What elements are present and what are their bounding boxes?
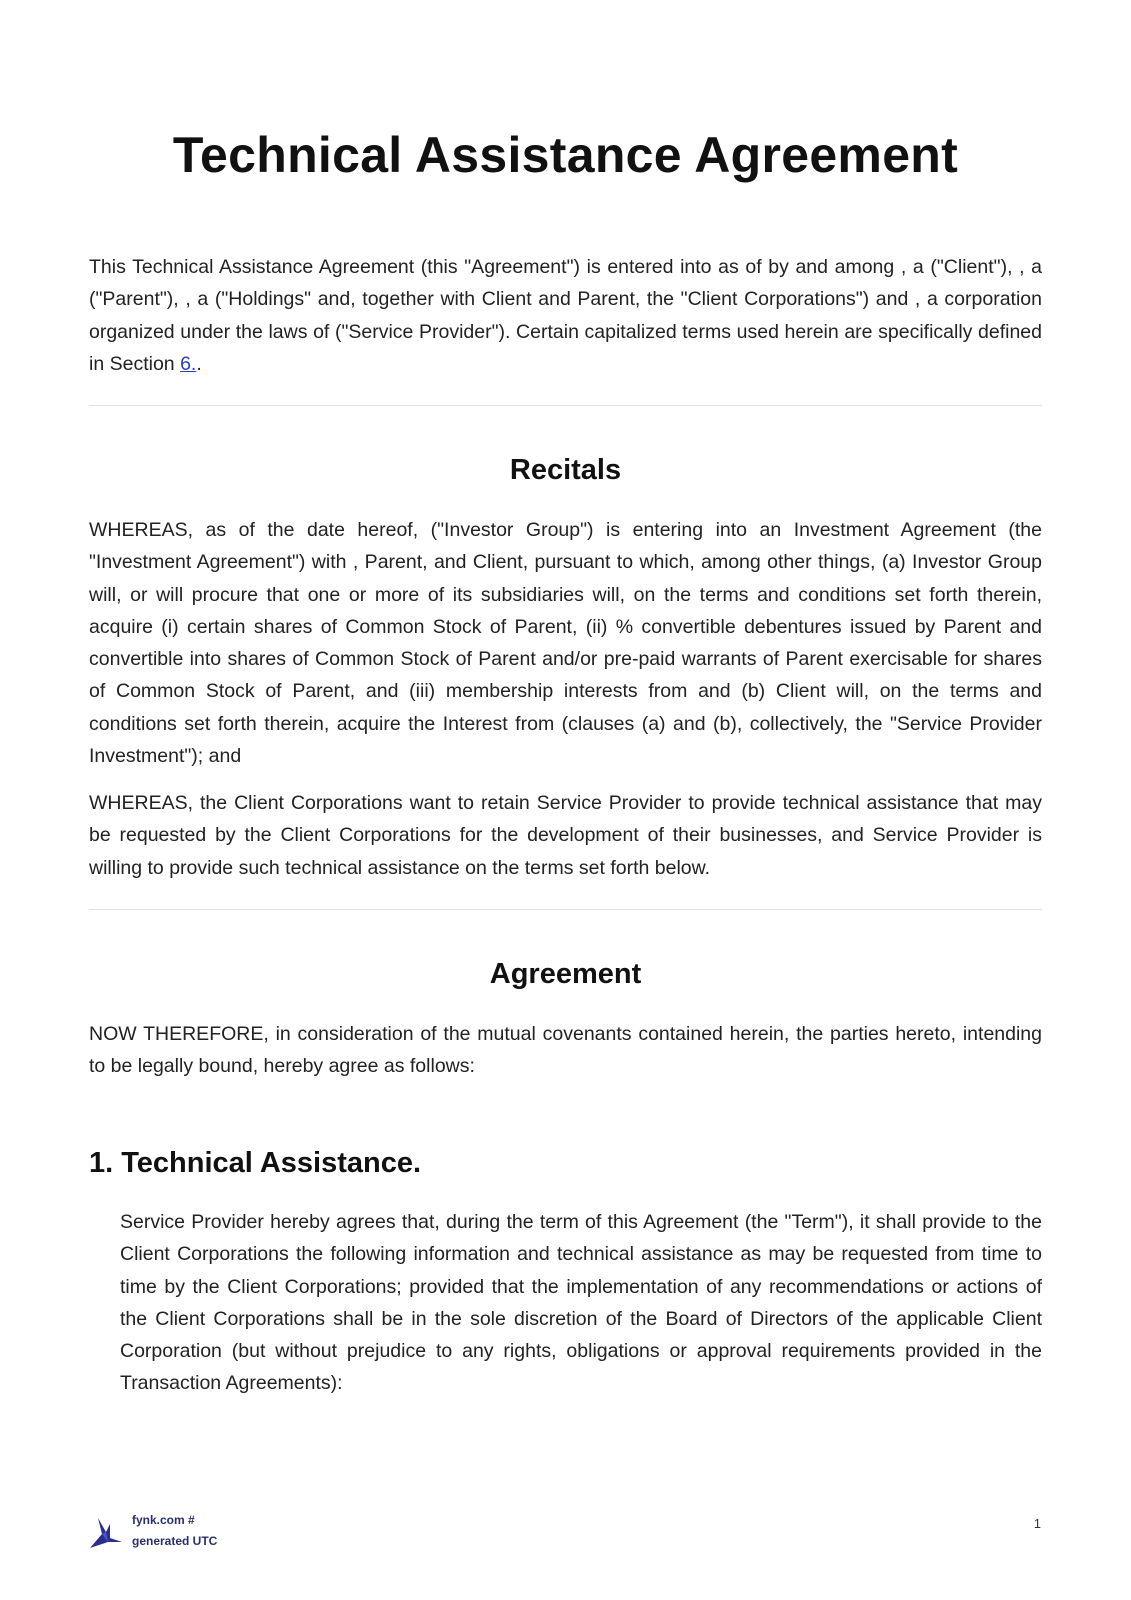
recital-paragraph: WHEREAS, as of the date hereof, ("Investor Group") is entering into an Investment Agreement (the "Investment Agreement") with , Parent, and Client, pursuant to which, among other things, (a) Investor Group will, or will procure that one or more of its subsidiaries will, on the terms and conditions set forth therein, acquire (i) certain shares of Common Stock of Parent, (ii) % convertible debentures issued by Parent and convertible into shares of Common Stock of Parent and/or pre-paid warrants of Parent exercisable for shares of Common Stock of Parent, and (iii) membership interests from and (b) Client will, on the terms and conditions set forth therein, acquire the Interest from (clauses (a) and (b), collectively, the "Service Provider Investment"); and: [89, 519, 1042, 768]
footer-info: [132, 1510, 217, 1552]
recitals-heading: Recitals: [509, 454, 622, 486]
divider: [89, 909, 1042, 910]
document-title: Technical Assistance Agreement: [172, 127, 959, 183]
footer-line-2: generated UTC: [132, 1534, 218, 1548]
intro-text: This Technical Assistance Agreement (this "Agreement") is entered into as of by and among , a ("Client"), , a ("Parent"), , a ("Holdings" and, together with Client and Parent, the "Client Corporations") and , a corporation organized under the laws of ("Service Provider"). Certain capitalized terms used herein are specifically defined in Section: [89, 256, 1042, 375]
agreement-paragraph: NOW THEREFORE, in consideration of the mutual covenants contained herein, the parties hereto, intending to be legally bound, hereby agree as follows:: [89, 1023, 1042, 1078]
section-1-heading: 1. Technical Assistance.: [89, 1147, 422, 1179]
intro-paragraph: [89, 251, 1042, 380]
intro-text-after: .: [196, 352, 202, 375]
section-6-link[interactable]: 6.: [180, 352, 197, 375]
fynk-bird-icon: [88, 1512, 124, 1552]
page-number: 1: [1033, 1516, 1041, 1531]
recital-paragraph: WHEREAS, the Client Corporations want to retain Service Provider to provide technical assistance that may be requested by the Client Corporations for the development of their businesses, and Service Provider is willing to provide such technical assistance on the terms set forth below.: [89, 792, 1042, 879]
divider: [89, 405, 1042, 406]
footer-line-1: fynk.com #: [132, 1513, 195, 1527]
section-1-paragraph: Service Provider hereby agrees that, during the term of this Agreement (the "Term"), it shall provide to the Client Corporations the following information and technical assistance as may be requested from time to time by the Client Corporations; provided that the implementation of any recommendations or actions of the Client Corporations shall be in the sole discretion of the Board of Directors of the applicable Client Corporation (but without prejudice to any rights, obligations or approval requirements provided in the Transaction Agreements):: [120, 1211, 1042, 1395]
agreement-heading: Agreement: [489, 958, 642, 990]
